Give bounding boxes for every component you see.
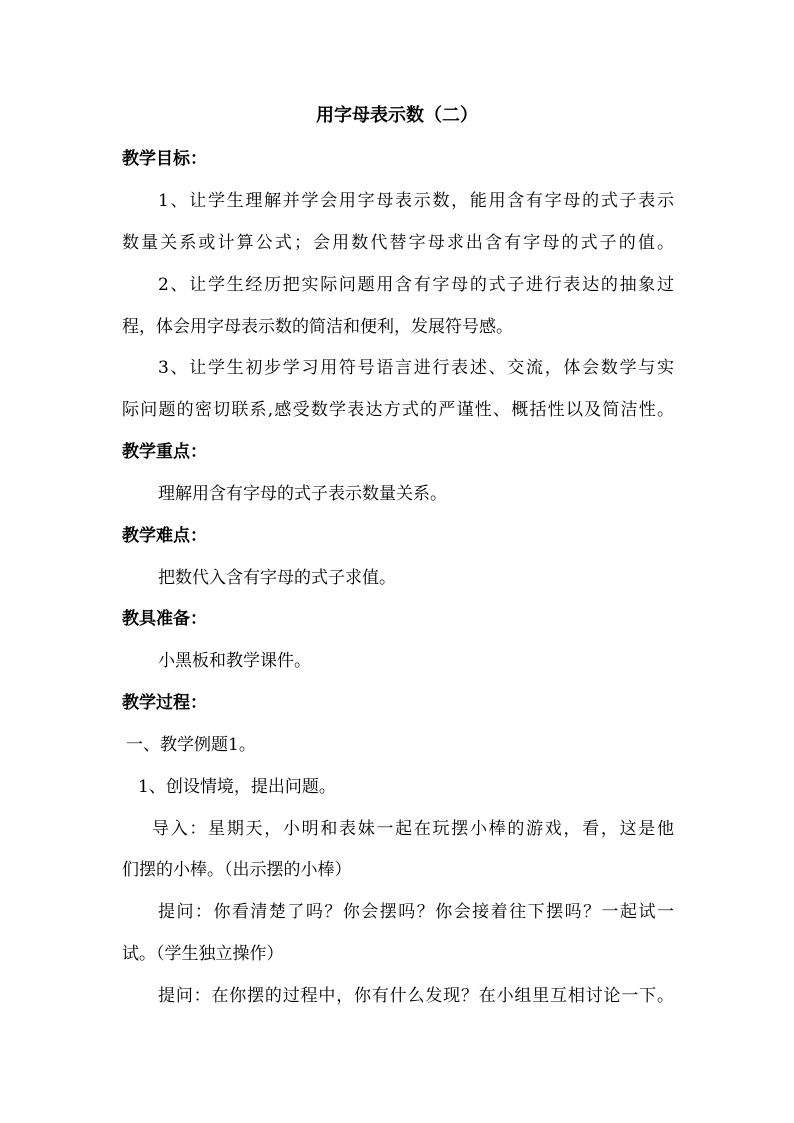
process-heading: 教学过程：	[122, 693, 207, 713]
objective-3-line-2: 际问题的密切联系,感受数学表达方式的严谨性、概括性以及简洁性。	[122, 400, 674, 420]
document-title: 用字母表示数（二）	[316, 105, 478, 126]
objective-2-line-1: 2、让学生经历把实际问题用含有字母的式子进行表达的抽象过	[158, 275, 674, 295]
difficulties-heading: 教学难点：	[122, 526, 207, 546]
intro-line-2: 们摆的小棒。（出示摆的小棒）	[122, 860, 352, 880]
key-points-heading: 教学重点：	[122, 442, 207, 462]
difficulties-text: 把数代入含有字母的式子求值。	[158, 568, 396, 588]
objective-3-line-1: 3、让学生初步学习用符号语言进行表述、交流，体会数学与实	[158, 358, 674, 378]
question-1-line-1: 提问：你看清楚了吗？你会摆吗？你会接着往下摆吗？一起试一	[158, 902, 674, 922]
objective-1-line-2: 数量关系或计算公式；会用数代替字母求出含有字母的式子的值。	[122, 233, 674, 253]
process-part-1: 一、教学例题1。	[126, 735, 256, 755]
objective-2-line-2: 程，体会用字母表示数的简洁和便利，发展符号感。	[122, 317, 513, 337]
key-points-text: 理解用含有字母的式子表示数量关系。	[158, 484, 447, 504]
objectives-heading: 教学目标：	[122, 149, 207, 169]
objective-1-line-1: 1、让学生理解并学会用字母表示数，能用含有字母的式子表示	[158, 191, 674, 211]
question-1-line-2: 试。（学生独立操作）	[122, 944, 284, 964]
question-2-line-1: 提问：在你摆的过程中，你有什么发现？在小组里互相讨论一下。	[158, 986, 674, 1006]
materials-heading: 教具准备：	[122, 609, 207, 629]
materials-text: 小黑板和教学课件。	[158, 651, 311, 671]
process-step-1: 1、创设情境，提出问题。	[138, 777, 336, 797]
intro-line-1: 导入：星期天，小明和表妹一起在玩摆小棒的游戏，看，这是他	[152, 819, 674, 839]
